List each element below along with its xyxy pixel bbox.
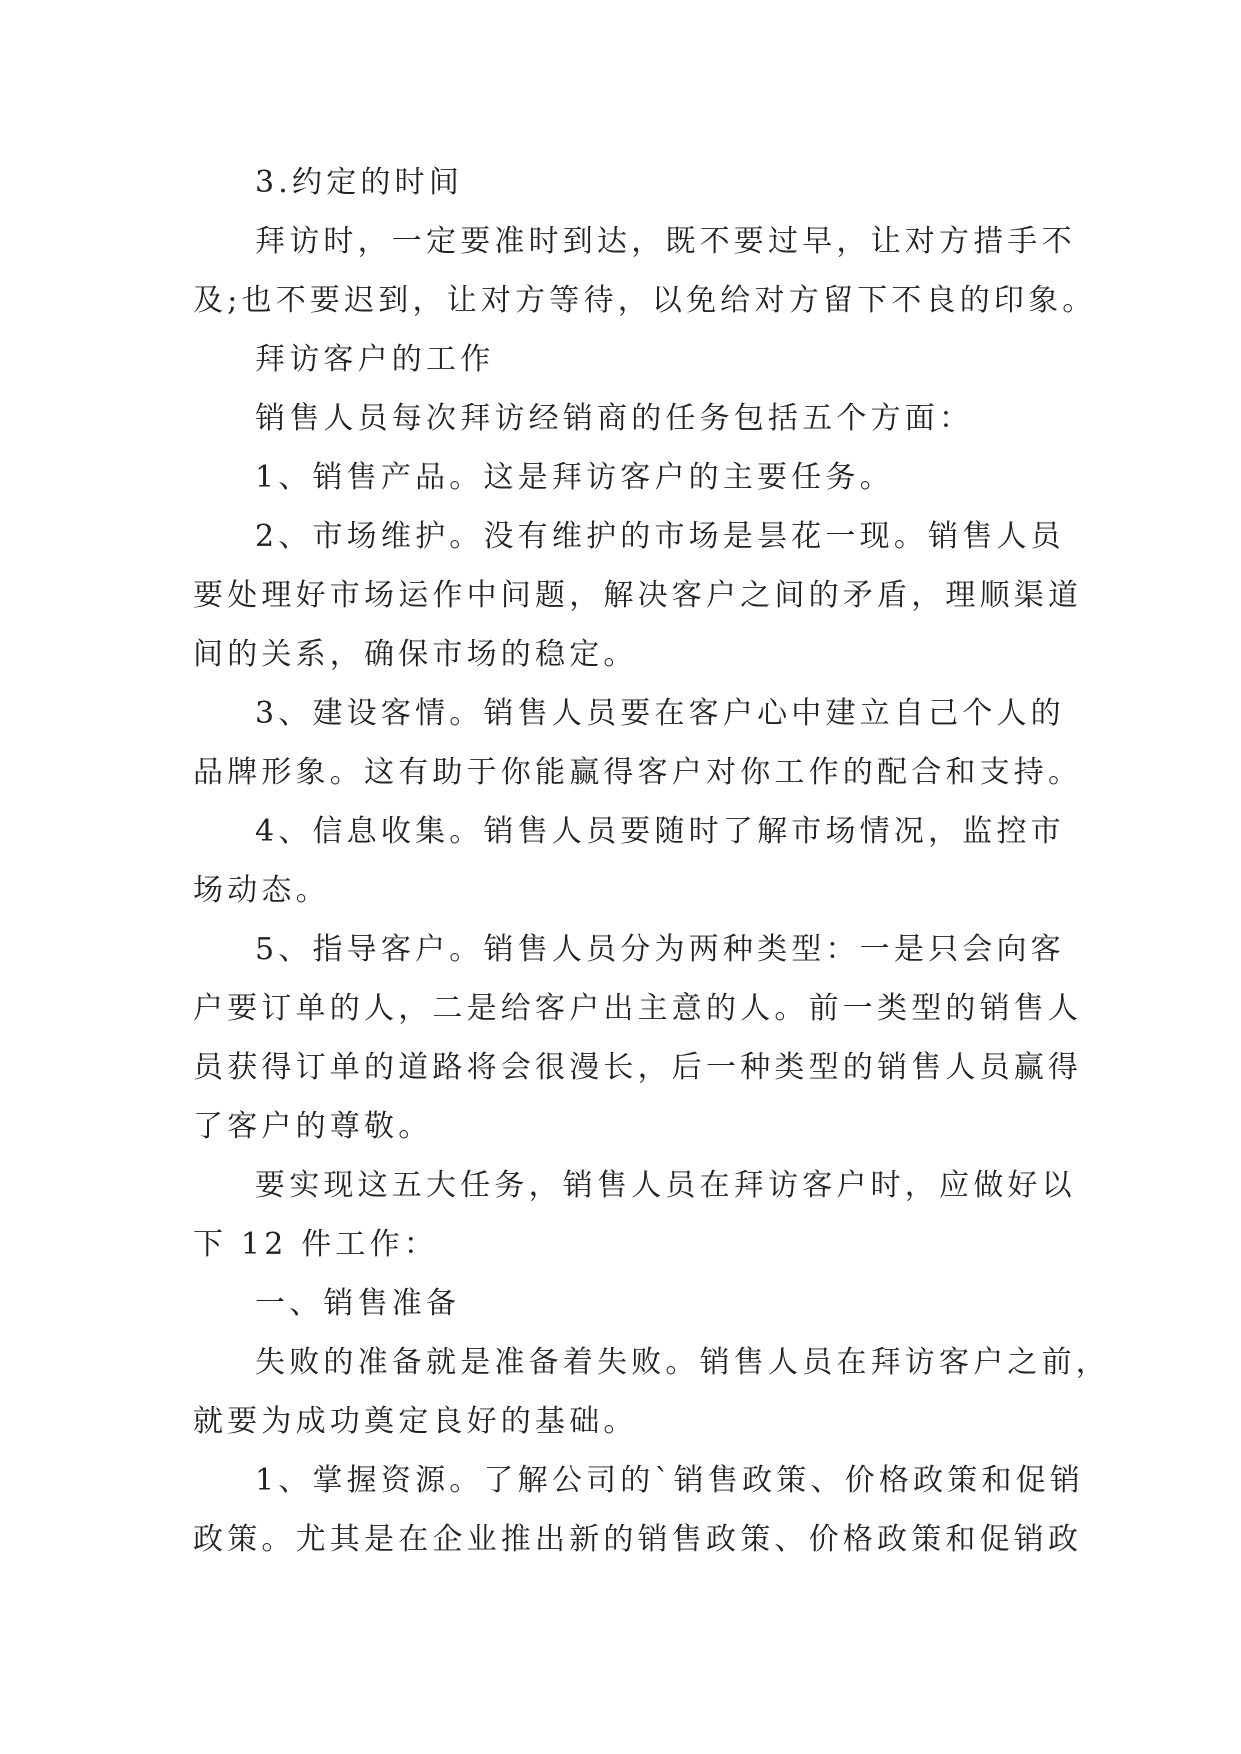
list-item: 5、指导客户。销售人员分为两种类型：一是只会向客	[255, 932, 1065, 967]
paragraph-line: 下 12 件工作：	[193, 1227, 439, 1262]
paragraph-line: 失败的准备就是准备着失败。销售人员在拜访客户之前，	[255, 1345, 1110, 1380]
paragraph-line: 了客户的尊敬。	[193, 1109, 433, 1144]
list-item: 1、掌握资源。了解公司的`销售政策、价格政策和促销	[255, 1463, 1085, 1498]
list-item: 4、信息收集。销售人员要随时了解市场情况，监控市	[255, 814, 1065, 849]
paragraph-line: 就要为成功奠定良好的基础。	[193, 1404, 638, 1439]
section-heading: 3.约定的时间	[255, 165, 464, 200]
paragraph-line: 拜访时，一定要准时到达，既不要过早，让对方措手不	[255, 224, 1076, 259]
paragraph-line: 户要订单的人，二是给客户出主意的人。前一类型的销售人	[193, 991, 1083, 1026]
section-heading: 一、销售准备	[255, 1286, 461, 1321]
list-item: 3、建设客情。销售人员要在客户心中建立自己个人的	[255, 696, 1065, 731]
paragraph-line: 政策。尤其是在企业推出新的销售政策、价格政策和促销政	[193, 1522, 1083, 1557]
paragraph-line: 及;也不要迟到，让对方等待，以免给对方留下不良的印象。	[193, 283, 1097, 318]
paragraph-line: 要处理好市场运作中问题，解决客户之间的矛盾，理顺渠道	[193, 578, 1083, 613]
list-item: 1、销售产品。这是拜访客户的主要任务。	[255, 460, 894, 495]
paragraph-line: 间的关系，确保市场的稳定。	[193, 637, 638, 672]
section-heading: 拜访客户的工作	[255, 342, 495, 377]
paragraph-line: 要实现这五大任务，销售人员在拜访客户时，应做好以	[255, 1168, 1076, 1203]
paragraph-line: 场动态。	[193, 873, 330, 908]
paragraph-line: 员获得订单的道路将会很漫长，后一种类型的销售人员赢得	[193, 1050, 1083, 1085]
paragraph-line: 销售人员每次拜访经销商的任务包括五个方面：	[255, 401, 974, 436]
list-item: 2、市场维护。没有维护的市场是昙花一现。销售人员	[255, 519, 1065, 554]
paragraph-line: 品牌形象。这有助于你能赢得客户对你工作的配合和支持。	[193, 755, 1083, 790]
